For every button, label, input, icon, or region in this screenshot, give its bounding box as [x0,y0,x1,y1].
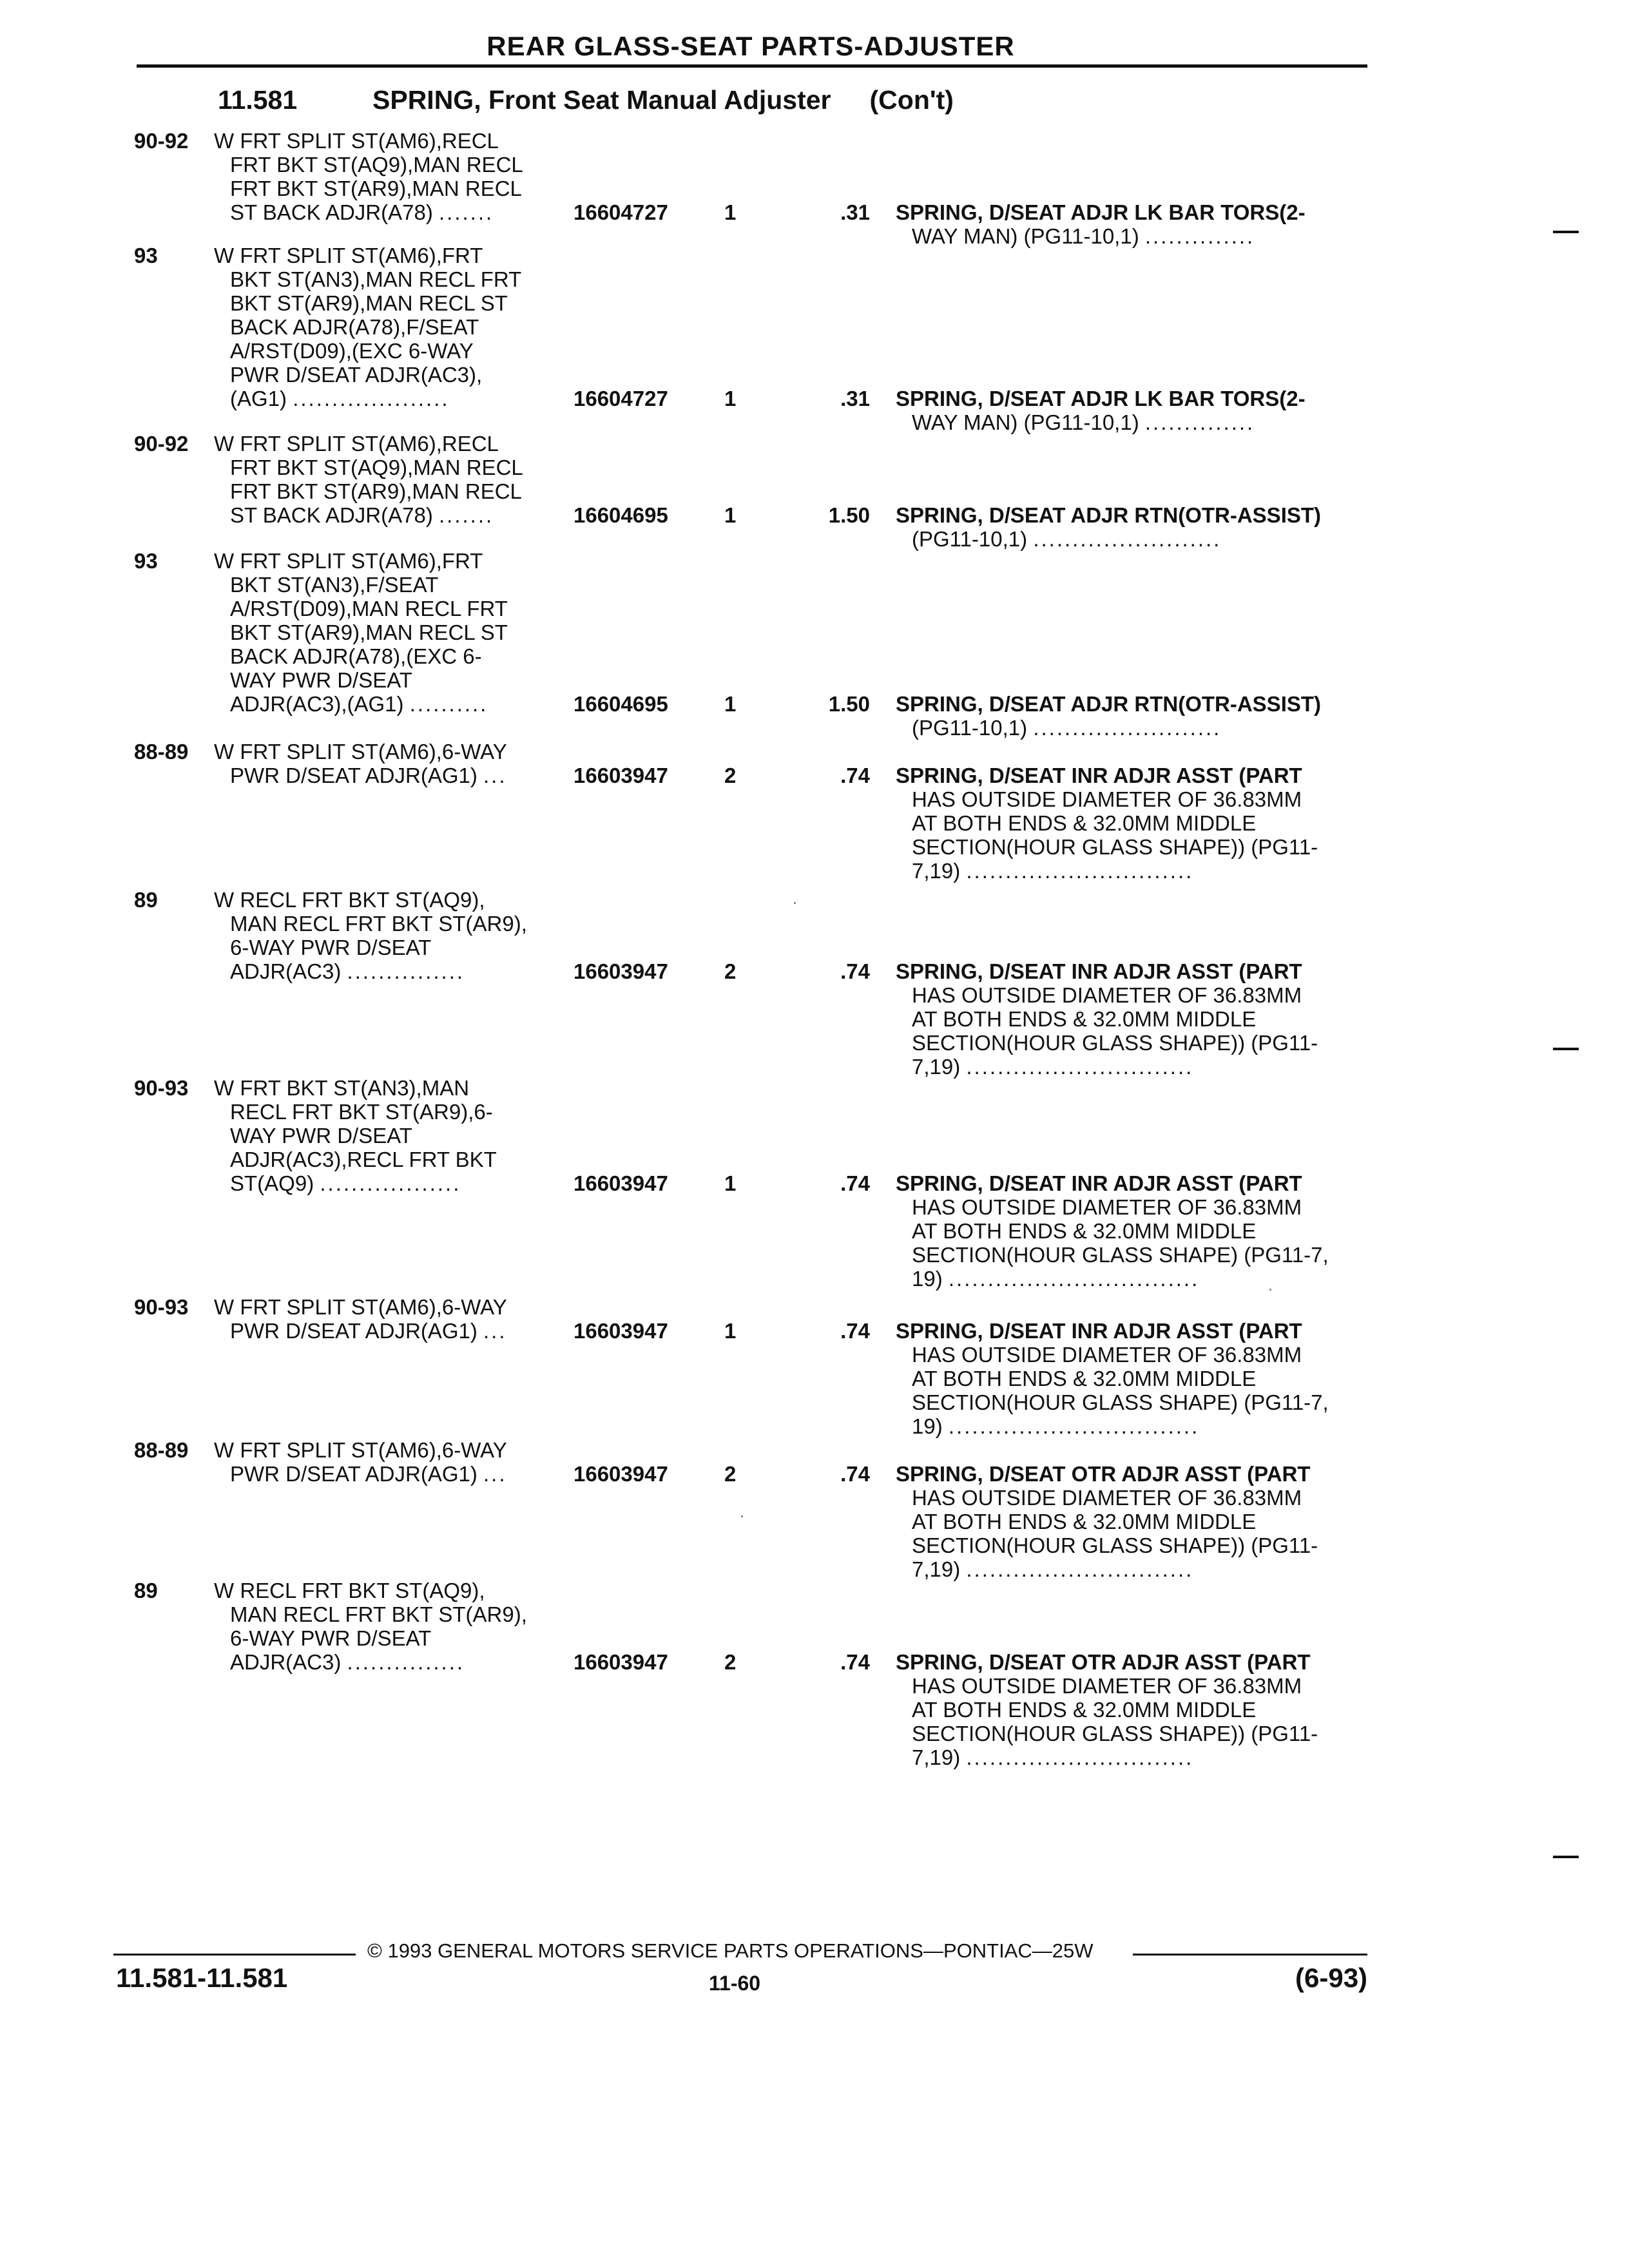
usage-description [214,888,527,983]
leader-dots: ............................. [966,1557,1194,1581]
usage-description-text: 6-WAY PWR D/SEAT [230,1626,432,1650]
part-description [896,387,1373,434]
usage-description-line [214,200,523,224]
usage-description-text: ST(AQ9) [230,1171,314,1195]
usage-description-text: W FRT SPLIT ST(AM6),RECL [214,432,499,456]
usage-description-line [214,1579,527,1602]
part-number: 16603947 [574,1650,668,1674]
model-years: 90-93 [134,1076,189,1100]
usage-description-text: RECL FRT BKT ST(AR9),6- [230,1100,493,1124]
part-number: 16603947 [574,1462,668,1486]
part-description [896,1462,1373,1581]
scan-speck [741,1515,743,1517]
part-description-text: WAY MAN) (PG11-10,1) [912,224,1139,248]
part-description-line [896,527,1373,551]
part-description [896,959,1373,1079]
part-description-text: SPRING, D/SEAT OTR ADJR ASST (PART [896,1650,1311,1674]
part-description-text: SPRING, D/SEAT ADJR LK BAR TORS(2- [896,200,1306,224]
part-description [896,200,1373,248]
leader-dots: ........................ [1033,527,1222,551]
leader-dots: ... [483,1319,507,1343]
usage-description-text: BKT ST(AN3),MAN RECL FRT [230,267,522,291]
usage-description-text: W RECL FRT BKT ST(AQ9), [214,888,485,912]
usage-description-line [214,1602,527,1626]
usage-description [214,1438,507,1486]
part-description-text: AT BOTH ENDS & 32.0MM MIDDLE [912,811,1257,835]
part-description-line [896,200,1373,224]
usage-description-line [214,129,523,153]
part-description-text: SPRING, D/SEAT INR ADJR ASST (PART [896,1319,1302,1343]
usage-description-text: BKT ST(AR9),MAN RECL ST [230,620,508,644]
header-rule [137,64,1367,68]
quantity: 2 [724,764,737,787]
leader-dots: ............................. [966,1745,1194,1769]
usage-description-line [214,1171,497,1195]
usage-description-text: BACK ADJR(A78),F/SEAT [230,315,479,339]
usage-description-line [214,1438,507,1462]
part-number: 16603947 [574,959,668,983]
part-description-text: HAS OUTSIDE DIAMETER OF 36.83MM [912,1195,1302,1219]
usage-description-line [214,692,508,716]
part-number: 16604727 [574,387,668,410]
price: .74 [840,959,870,983]
leader-dots: ................................ [948,1414,1200,1438]
usage-description-line [214,644,508,668]
usage-description [214,129,523,224]
usage-description-text: WAY PWR D/SEAT [230,668,412,692]
part-description-line [896,1414,1373,1438]
part-description-line [896,1486,1373,1510]
part-description-line [896,387,1373,410]
part-number: 16604727 [574,200,668,224]
usage-description-text: BKT ST(AR9),MAN RECL ST [230,291,508,315]
part-description-text: HAS OUTSIDE DIAMETER OF 36.83MM [912,1486,1302,1510]
part-description-line [896,224,1373,248]
part-description-text: HAS OUTSIDE DIAMETER OF 36.83MM [912,1343,1302,1367]
leader-dots: ....... [439,200,494,224]
part-description-line [896,1557,1373,1581]
leader-dots: .............. [1144,410,1255,434]
usage-description-text: WAY PWR D/SEAT [230,1124,412,1148]
part-description-text: WAY MAN) (PG11-10,1) [912,410,1139,434]
leader-dots: ............................. [966,859,1194,883]
usage-description-line [214,549,508,573]
usage-description-text: W FRT SPLIT ST(AM6),6-WAY [214,1438,507,1462]
part-description-text: SECTION(HOUR GLASS SHAPE) (PG11-7, [912,1390,1329,1414]
usage-description-text: (AG1) [230,387,287,410]
part-description-text: 7,19) [912,1055,961,1079]
part-description-text: (PG11-10,1) [912,527,1028,551]
part-description [896,503,1373,551]
price: .31 [840,387,870,410]
part-description-text: AT BOTH ENDS & 32.0MM MIDDLE [912,1698,1257,1722]
usage-description-line [214,668,508,692]
usage-description-text: ST BACK ADJR(A78) [230,200,433,224]
footer-date: (6-93) [1295,1963,1368,1993]
scan-speck [1269,1289,1271,1291]
footer-range: 11.581-11.581 [116,1963,288,1993]
usage-description-line [214,503,523,527]
part-description-line [896,716,1373,740]
part-description-line [896,1195,1373,1219]
part-description-line [896,1007,1373,1031]
part-description-line [896,1745,1373,1769]
usage-description-line [214,888,527,912]
part-description [896,1171,1373,1291]
part-description-line [896,1650,1373,1674]
margin-tick-mark [1553,231,1579,233]
section-title: SPRING, Front Seat Manual Adjuster [372,85,831,115]
part-description-text: SPRING, D/SEAT ADJR LK BAR TORS(2- [896,387,1306,410]
usage-description-text: ADJR(AC3) [230,959,342,983]
footer-page-number: 11-60 [709,1972,761,1995]
margin-tick-mark [1553,1048,1579,1050]
usage-description-line [214,177,523,200]
usage-description-text: ADJR(AC3),RECL FRT BKT [230,1148,497,1171]
price: 1.50 [828,692,870,716]
part-description-text: 19) [912,1414,943,1438]
part-number: 16603947 [574,1319,668,1343]
usage-description-line [214,244,521,267]
part-description-text: HAS OUTSIDE DIAMETER OF 36.83MM [912,1674,1302,1698]
quantity: 1 [724,692,737,716]
leader-dots: .................... [293,387,450,410]
usage-description-text: FRT BKT ST(AQ9),MAN RECL [230,456,523,479]
footer-copyright: © 1993 GENERAL MOTORS SERVICE PARTS OPERATIONS—PONTIAC—25W [367,1939,1094,1962]
section-continued: (Con't) [869,85,954,115]
part-description-text: AT BOTH ENDS & 32.0MM MIDDLE [912,1510,1257,1533]
margin-tick-mark [1553,1856,1579,1858]
quantity: 2 [724,959,737,983]
part-description-text: SECTION(HOUR GLASS SHAPE)) (PG11- [912,835,1318,859]
usage-description-line [214,153,523,177]
part-number: 16604695 [574,692,668,716]
part-description-line [896,787,1373,811]
part-description-text: SECTION(HOUR GLASS SHAPE)) (PG11- [912,1722,1318,1745]
part-description-line [896,1031,1373,1055]
usage-description-text: W FRT BKT ST(AN3),MAN [214,1076,470,1100]
usage-description-text: W FRT SPLIT ST(AM6),FRT [214,244,483,267]
usage-description-line [214,1319,507,1343]
usage-description-text: PWR D/SEAT ADJR(AG1) [230,1319,477,1343]
section-heading [218,85,954,115]
usage-description-text: A/RST(D09),MAN RECL FRT [230,597,508,620]
part-description-text: HAS OUTSIDE DIAMETER OF 36.83MM [912,787,1302,811]
part-description-line [896,692,1373,716]
part-description-line [896,835,1373,859]
usage-description-line [214,620,508,644]
usage-description-text: BACK ADJR(A78),(EXC 6- [230,644,482,668]
usage-description-line [214,456,523,479]
leader-dots: .................. [320,1171,461,1195]
part-description-text: SPRING, D/SEAT INR ADJR ASST (PART [896,959,1302,983]
leader-dots: ... [483,1462,507,1486]
usage-description-text: PWR D/SEAT ADJR(AG1) [230,764,477,787]
usage-description-line [214,912,527,936]
usage-description-line [214,597,508,620]
usage-description-line [214,1462,507,1486]
usage-description [214,740,507,787]
usage-description-line [214,573,508,597]
part-description-text: SPRING, D/SEAT ADJR RTN(OTR-ASSIST) [896,692,1322,716]
usage-description-line [214,315,521,339]
part-description-line [896,410,1373,434]
part-number: 16603947 [574,1171,668,1195]
price: .31 [840,200,870,224]
part-description-text: SPRING, D/SEAT INR ADJR ASST (PART [896,1171,1302,1195]
model-years: 90-92 [134,432,189,456]
usage-description-text: 6-WAY PWR D/SEAT [230,936,432,959]
usage-description-line [214,740,507,764]
usage-description-text: W FRT SPLIT ST(AM6),RECL [214,129,499,153]
usage-description-line [214,1100,497,1124]
quantity: 1 [724,503,737,527]
quantity: 1 [724,387,737,410]
usage-description-line [214,267,521,291]
usage-description-line [214,479,523,503]
usage-description-line [214,1124,497,1148]
part-description-text: 7,19) [912,859,961,883]
leader-dots: .............. [1144,224,1255,248]
part-description-text: 7,19) [912,1557,961,1581]
part-description-line [896,1243,1373,1267]
usage-description-text: A/RST(D09),(EXC 6-WAY [230,339,474,363]
usage-description [214,1295,507,1343]
leader-dots: ....... [439,503,494,527]
part-description-line [896,859,1373,883]
usage-description-text: ST BACK ADJR(A78) [230,503,433,527]
part-description-line [896,1319,1373,1343]
section-number: 11.581 [218,85,298,115]
part-description-text: HAS OUTSIDE DIAMETER OF 36.83MM [912,983,1302,1007]
part-description-text: 7,19) [912,1745,961,1769]
usage-description-line [214,339,521,363]
usage-description [214,244,521,410]
part-description-line [896,1367,1373,1390]
leader-dots: ... [483,764,507,787]
usage-description-line [214,291,521,315]
usage-description-line [214,1295,507,1319]
usage-description-text: PWR D/SEAT ADJR(AG1) [230,1462,477,1486]
quantity: 1 [724,1319,737,1343]
price: .74 [840,1319,870,1343]
model-years: 90-92 [134,129,189,153]
part-description-text: SPRING, D/SEAT INR ADJR ASST (PART [896,764,1302,787]
part-description-text: SECTION(HOUR GLASS SHAPE)) (PG11- [912,1533,1318,1557]
footer-rule-left [113,1954,356,1956]
usage-description-line [214,1148,497,1171]
model-years: 88-89 [134,740,189,764]
usage-description-line [214,1626,527,1650]
usage-description-line [214,959,527,983]
leader-dots: ............... [347,1650,465,1674]
usage-description-text: FRT BKT ST(AR9),MAN RECL [230,177,522,200]
part-description-text: 19) [912,1267,943,1291]
price: .74 [840,1462,870,1486]
usage-description-line [214,1650,527,1674]
usage-description-text: W FRT SPLIT ST(AM6),6-WAY [214,740,507,764]
part-description-text: (PG11-10,1) [912,716,1028,740]
leader-dots: ........................ [1033,716,1222,740]
usage-description [214,1076,497,1195]
part-description-text: SECTION(HOUR GLASS SHAPE) (PG11-7, [912,1243,1329,1267]
part-description-line [896,959,1373,983]
part-description-line [896,1055,1373,1079]
usage-description-line [214,936,527,959]
scan-speck [794,902,796,904]
model-years: 89 [134,1579,158,1602]
part-description-line [896,1267,1373,1291]
part-description-line [896,1390,1373,1414]
leader-dots: ................................ [948,1267,1200,1291]
part-description [896,764,1373,883]
part-description-line [896,983,1373,1007]
part-number: 16603947 [574,764,668,787]
usage-description [214,549,508,716]
usage-description [214,1579,527,1674]
model-years: 93 [134,549,158,573]
price: .74 [840,764,870,787]
part-number: 16604695 [574,503,668,527]
price: 1.50 [828,503,870,527]
usage-description-line [214,1076,497,1100]
part-description-text: SPRING, D/SEAT ADJR RTN(OTR-ASSIST) [896,503,1322,527]
part-description-line [896,1462,1373,1486]
part-description-line [896,1219,1373,1243]
usage-description-line [214,363,521,387]
usage-description-text: ADJR(AC3) [230,1650,342,1674]
part-description [896,692,1373,740]
usage-description-text: W FRT SPLIT ST(AM6),6-WAY [214,1295,507,1319]
part-description-text: AT BOTH ENDS & 32.0MM MIDDLE [912,1219,1257,1243]
leader-dots: .......... [409,692,488,716]
usage-description-text: FRT BKT ST(AR9),MAN RECL [230,479,522,503]
price: .74 [840,1171,870,1195]
usage-description-line [214,432,523,456]
usage-description-text: ADJR(AC3),(AG1) [230,692,404,716]
part-description [896,1319,1373,1438]
part-description-line [896,1171,1373,1195]
usage-description-text: W FRT SPLIT ST(AM6),FRT [214,549,483,573]
usage-description-line [214,387,521,410]
model-years: 90-93 [134,1295,189,1319]
model-years: 89 [134,888,158,912]
model-years: 88-89 [134,1438,189,1462]
part-description-text: AT BOTH ENDS & 32.0MM MIDDLE [912,1007,1257,1031]
usage-description-text: MAN RECL FRT BKT ST(AR9), [230,1602,527,1626]
page-header-title: REAR GLASS-SEAT PARTS-ADJUSTER [487,31,1015,61]
footer-rule-right [1133,1954,1367,1956]
usage-description-line [214,764,507,787]
part-description-line [896,1343,1373,1367]
usage-description [214,432,523,527]
part-description-line [896,1698,1373,1722]
usage-description-text: W RECL FRT BKT ST(AQ9), [214,1579,485,1602]
leader-dots: ............................. [966,1055,1194,1079]
part-description-line [896,503,1373,527]
part-description-text: SECTION(HOUR GLASS SHAPE)) (PG11- [912,1031,1318,1055]
part-description-line [896,1533,1373,1557]
part-description-line [896,1510,1373,1533]
usage-description-text: MAN RECL FRT BKT ST(AR9), [230,912,527,936]
price: .74 [840,1650,870,1674]
part-description [896,1650,1373,1769]
usage-description-text: FRT BKT ST(AQ9),MAN RECL [230,153,523,177]
model-years: 93 [134,244,158,267]
leader-dots: ............... [347,959,465,983]
quantity: 2 [724,1462,737,1486]
quantity: 2 [724,1650,737,1674]
part-description-text: AT BOTH ENDS & 32.0MM MIDDLE [912,1367,1257,1390]
part-description-line [896,764,1373,787]
quantity: 1 [724,200,737,224]
quantity: 1 [724,1171,737,1195]
part-description-line [896,811,1373,835]
part-description-text: SPRING, D/SEAT OTR ADJR ASST (PART [896,1462,1311,1486]
part-description-line [896,1674,1373,1698]
usage-description-text: BKT ST(AN3),F/SEAT [230,573,439,597]
part-description-line [896,1722,1373,1745]
usage-description-text: PWR D/SEAT ADJR(AC3), [230,363,483,387]
